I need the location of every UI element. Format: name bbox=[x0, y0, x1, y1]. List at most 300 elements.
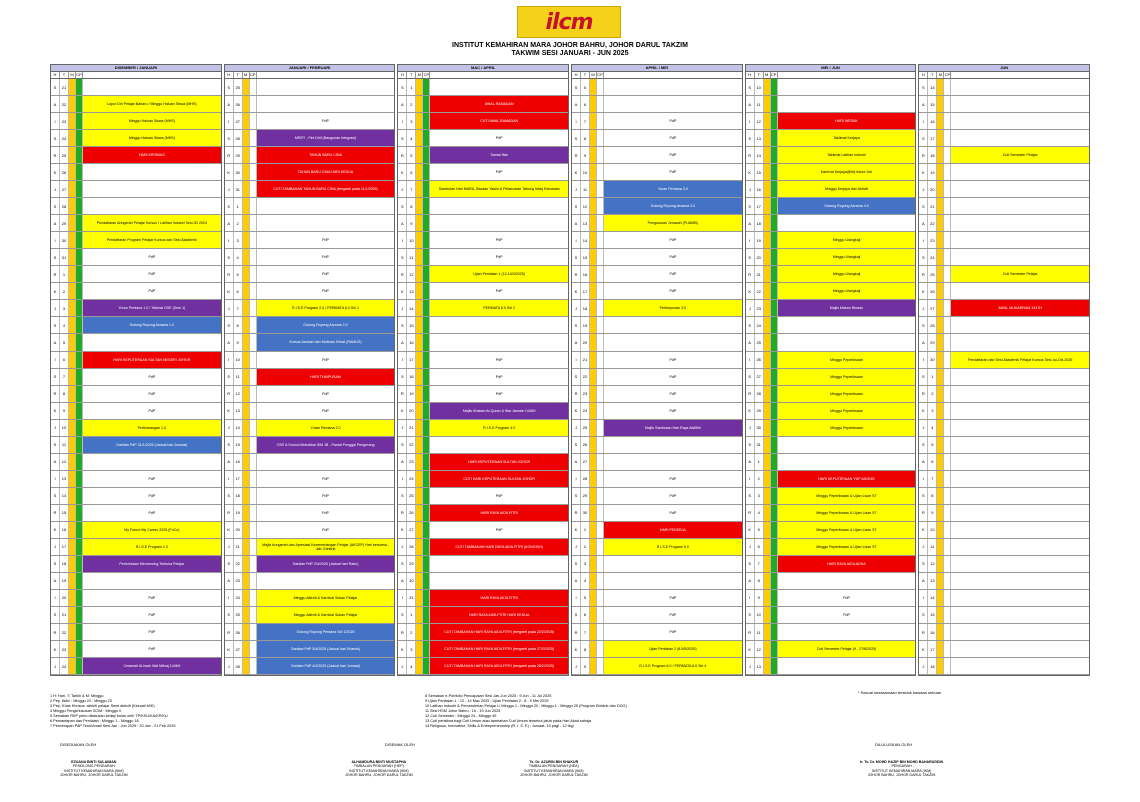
cp-cell bbox=[771, 181, 778, 197]
cp-cell bbox=[423, 488, 430, 504]
day-letter: A bbox=[51, 334, 60, 350]
cp-cell bbox=[597, 232, 604, 248]
cp-cell bbox=[597, 334, 604, 350]
column-header-spacer bbox=[604, 72, 742, 78]
event-cell: PdP bbox=[148, 391, 156, 396]
week-cell bbox=[243, 573, 250, 589]
cp-cell bbox=[597, 352, 604, 368]
cp-cell bbox=[76, 624, 83, 640]
cp-cell bbox=[771, 641, 778, 657]
day-letter: I bbox=[919, 471, 928, 487]
cp-cell bbox=[597, 590, 604, 606]
cp-cell bbox=[250, 181, 257, 197]
event-cell: Kursus Asuhan dan Motivasi Sebat (RAMUS) bbox=[257, 334, 395, 350]
cp-cell bbox=[423, 130, 430, 146]
day-number: 17 bbox=[581, 283, 590, 299]
cp-cell bbox=[250, 300, 257, 316]
day-row bbox=[225, 641, 395, 658]
week-cell bbox=[937, 352, 944, 368]
day-number: 13 bbox=[60, 471, 69, 487]
day-letter: I bbox=[51, 590, 60, 606]
day-number: 27 bbox=[581, 454, 590, 470]
column-header-spacer bbox=[951, 72, 1089, 78]
day-letter: A bbox=[919, 454, 928, 470]
event-cell bbox=[430, 556, 568, 572]
cp-cell bbox=[597, 454, 604, 470]
day-number: 6 bbox=[407, 164, 416, 180]
day-rows bbox=[746, 79, 916, 675]
day-letter: S bbox=[51, 317, 60, 333]
week-cell bbox=[764, 607, 771, 623]
day-letter: S bbox=[51, 79, 60, 95]
day-number: 15 bbox=[755, 164, 764, 180]
day-number: 14 bbox=[928, 590, 937, 606]
day-number: 24 bbox=[234, 590, 243, 606]
day-row bbox=[51, 164, 221, 181]
day-letter: S bbox=[225, 130, 234, 146]
day-letter: K bbox=[225, 403, 234, 419]
day-row bbox=[746, 130, 916, 147]
cp-cell bbox=[771, 232, 778, 248]
event-cell: Pendaftaran Program Pelajar Kursus dan Sesi Akademik bbox=[83, 232, 221, 248]
week-cell bbox=[69, 96, 76, 112]
day-letter: S bbox=[746, 317, 755, 333]
cp-cell bbox=[423, 590, 430, 606]
day-row bbox=[919, 147, 1089, 164]
day-letter: I bbox=[572, 352, 581, 368]
cp-cell bbox=[76, 96, 83, 112]
day-number: 23 bbox=[928, 232, 937, 248]
cp-cell bbox=[944, 181, 951, 197]
day-letter: A bbox=[572, 96, 581, 112]
day-number: 8 bbox=[581, 641, 590, 657]
week-cell bbox=[69, 607, 76, 623]
week-cell bbox=[416, 334, 423, 350]
week-cell bbox=[416, 403, 423, 419]
day-number: 25 bbox=[60, 147, 69, 163]
event-cell: PdP bbox=[148, 255, 156, 260]
day-row bbox=[51, 403, 221, 420]
day-number: 22 bbox=[755, 283, 764, 299]
day-row bbox=[398, 266, 568, 283]
week-cell bbox=[243, 300, 250, 316]
cp-cell bbox=[771, 607, 778, 623]
day-letter: A bbox=[746, 96, 755, 112]
day-row bbox=[51, 658, 221, 675]
column-header-row bbox=[51, 72, 221, 79]
cp-cell bbox=[250, 334, 257, 350]
day-letter: A bbox=[572, 215, 581, 231]
event-cell: PdP bbox=[495, 493, 503, 498]
note-line: 8 Semakan e-Portfolio Pencapaian Sesi Jan-Jun 2025 : 9 Jun - 11 Jul 2025 bbox=[425, 694, 552, 698]
day-letter: A bbox=[225, 573, 234, 589]
event-cell: PdP bbox=[148, 408, 156, 413]
day-number: 3 bbox=[407, 113, 416, 129]
day-letter: J bbox=[398, 181, 407, 197]
cp-cell bbox=[76, 198, 83, 214]
day-letter: K bbox=[919, 641, 928, 657]
day-number: 5 bbox=[581, 79, 590, 95]
day-number: 23 bbox=[60, 113, 69, 129]
day-row bbox=[225, 79, 395, 96]
cp-cell bbox=[423, 522, 430, 538]
event-cell bbox=[951, 130, 1089, 146]
day-letter: R bbox=[51, 386, 60, 402]
day-letter: I bbox=[51, 352, 60, 368]
cp-cell bbox=[597, 249, 604, 265]
week-cell bbox=[416, 130, 423, 146]
day-row bbox=[919, 215, 1089, 232]
day-letter: A bbox=[51, 454, 60, 470]
week-cell bbox=[937, 590, 944, 606]
cp-cell bbox=[944, 130, 951, 146]
day-number: 5 bbox=[755, 522, 764, 538]
day-letter: K bbox=[398, 403, 407, 419]
cp-cell bbox=[944, 488, 951, 504]
day-letter: A bbox=[746, 215, 755, 231]
day-number: 29 bbox=[581, 488, 590, 504]
day-row bbox=[225, 300, 395, 317]
day-row bbox=[225, 386, 395, 403]
day-letter: S bbox=[51, 369, 60, 385]
day-letter: K bbox=[572, 403, 581, 419]
day-number: 18 bbox=[581, 300, 590, 316]
event-cell bbox=[951, 641, 1089, 657]
day-number: 26 bbox=[60, 164, 69, 180]
event-cell bbox=[951, 522, 1089, 538]
cp-cell bbox=[944, 590, 951, 606]
day-letter: R bbox=[398, 386, 407, 402]
week-cell bbox=[243, 403, 250, 419]
event-cell: PdP bbox=[495, 170, 503, 175]
day-row bbox=[572, 641, 742, 658]
day-letter: R bbox=[746, 386, 755, 402]
day-letter: R bbox=[51, 266, 60, 282]
week-cell bbox=[69, 488, 76, 504]
month-column bbox=[918, 64, 1090, 676]
week-cell bbox=[243, 147, 250, 163]
event-cell bbox=[778, 624, 916, 640]
event-cell: Minggu Ulangkaji bbox=[778, 283, 916, 299]
cp-cell bbox=[771, 147, 778, 163]
day-row bbox=[746, 232, 916, 249]
remark-note: * Sesuai sesasamaan tersiduk bawaan sebuan bbox=[858, 690, 942, 695]
day-number: 20 bbox=[234, 522, 243, 538]
day-number: 18 bbox=[60, 556, 69, 572]
day-letter: R bbox=[398, 266, 407, 282]
week-cell bbox=[764, 403, 771, 419]
week-cell bbox=[764, 249, 771, 265]
week-cell bbox=[937, 386, 944, 402]
day-letter: S bbox=[919, 488, 928, 504]
day-row bbox=[398, 420, 568, 437]
event-cell: PdP bbox=[322, 289, 329, 294]
day-row bbox=[398, 471, 568, 488]
day-row bbox=[51, 198, 221, 215]
day-number: 5 bbox=[407, 147, 416, 163]
week-cell bbox=[590, 317, 597, 333]
day-row bbox=[398, 573, 568, 590]
week-cell bbox=[764, 300, 771, 316]
day-row bbox=[572, 283, 742, 300]
day-number: 16 bbox=[60, 522, 69, 538]
day-number: 15 bbox=[60, 505, 69, 521]
day-row bbox=[51, 249, 221, 266]
day-row bbox=[572, 471, 742, 488]
day-row bbox=[572, 249, 742, 266]
week-cell bbox=[764, 556, 771, 572]
day-letter: I bbox=[919, 113, 928, 129]
cp-cell bbox=[771, 437, 778, 453]
cp-cell bbox=[597, 403, 604, 419]
cp-cell bbox=[597, 386, 604, 402]
cp-cell bbox=[944, 522, 951, 538]
cp-cell bbox=[250, 79, 257, 95]
cp-cell bbox=[597, 198, 604, 214]
cp-cell bbox=[597, 79, 604, 95]
cp-cell bbox=[76, 352, 83, 368]
week-cell bbox=[590, 590, 597, 606]
week-cell bbox=[590, 334, 597, 350]
week-cell bbox=[590, 147, 597, 163]
day-letter: J bbox=[225, 658, 234, 674]
note-line: 11 Sesi HSM Johor Bahru : 16 - 19 Jun 2025 bbox=[425, 709, 501, 713]
cp-cell bbox=[423, 79, 430, 95]
day-number: 25 bbox=[234, 79, 243, 95]
day-row bbox=[572, 317, 742, 334]
day-number: 7 bbox=[60, 369, 69, 385]
day-number: 21 bbox=[234, 539, 243, 555]
event-cell bbox=[430, 334, 568, 350]
day-letter: A bbox=[225, 454, 234, 470]
day-row bbox=[746, 352, 916, 369]
week-cell bbox=[416, 556, 423, 572]
day-number: 21 bbox=[581, 352, 590, 368]
day-letter: R bbox=[225, 386, 234, 402]
event-cell: R.I.S.E Program 1.0 bbox=[83, 539, 221, 555]
day-row bbox=[398, 454, 568, 471]
week-cell bbox=[764, 658, 771, 674]
day-number: 24 bbox=[755, 317, 764, 333]
day-row bbox=[51, 232, 221, 249]
week-cell bbox=[243, 556, 250, 572]
month-header: JUN bbox=[919, 65, 1089, 72]
cp-cell bbox=[423, 266, 430, 282]
event-cell: PdP bbox=[669, 357, 677, 362]
day-letter: I bbox=[572, 471, 581, 487]
week-cell bbox=[590, 352, 597, 368]
event-cell: Pertimpunan 3.0 bbox=[604, 300, 742, 316]
day-row bbox=[572, 300, 742, 317]
day-letter: J bbox=[746, 658, 755, 674]
month-header: JANUARI / FEBRUARI bbox=[225, 65, 395, 72]
day-rows bbox=[51, 79, 221, 675]
day-letter: S bbox=[746, 607, 755, 623]
event-cell bbox=[604, 96, 742, 112]
week-cell bbox=[937, 283, 944, 299]
cp-cell bbox=[944, 420, 951, 436]
event-cell bbox=[951, 420, 1089, 436]
day-number: 12 bbox=[755, 113, 764, 129]
cp-cell bbox=[250, 369, 257, 385]
cp-cell bbox=[423, 334, 430, 350]
day-row bbox=[919, 249, 1089, 266]
week-cell bbox=[416, 522, 423, 538]
cp-cell bbox=[250, 352, 257, 368]
day-number: 27 bbox=[60, 181, 69, 197]
cp-cell bbox=[771, 96, 778, 112]
day-letter: S bbox=[919, 249, 928, 265]
day-letter: I bbox=[746, 232, 755, 248]
note-line: 6 Pemantapan dan Penilaian : Minggu 1 - Minggu 18 bbox=[50, 719, 139, 723]
day-number: 13 bbox=[234, 403, 243, 419]
day-number: 17 bbox=[60, 539, 69, 555]
day-row bbox=[919, 607, 1089, 624]
day-letter: S bbox=[572, 249, 581, 265]
day-letter: K bbox=[225, 283, 234, 299]
cp-cell bbox=[771, 79, 778, 95]
day-row bbox=[919, 266, 1089, 283]
cp-cell bbox=[771, 522, 778, 538]
day-number: 12 bbox=[755, 641, 764, 657]
day-row bbox=[225, 215, 395, 232]
day-letter: I bbox=[51, 471, 60, 487]
day-row bbox=[51, 641, 221, 658]
cp-cell bbox=[423, 437, 430, 453]
week-cell bbox=[937, 232, 944, 248]
day-number: 24 bbox=[407, 471, 416, 487]
event-cell: HARI KRISMAS bbox=[83, 147, 221, 163]
day-number: 16 bbox=[407, 334, 416, 350]
day-row bbox=[51, 181, 221, 198]
day-number: 30 bbox=[755, 420, 764, 436]
day-row bbox=[51, 147, 221, 164]
day-row bbox=[746, 658, 916, 675]
event-cell bbox=[951, 164, 1089, 180]
day-number: 23 bbox=[60, 641, 69, 657]
column-header-row bbox=[398, 72, 568, 79]
event-cell bbox=[778, 215, 916, 231]
column-header-h: H bbox=[919, 72, 928, 78]
day-number: 2 bbox=[407, 624, 416, 640]
day-letter: I bbox=[398, 352, 407, 368]
day-row bbox=[746, 369, 916, 386]
day-row bbox=[746, 317, 916, 334]
day-rows bbox=[225, 79, 395, 675]
day-row bbox=[225, 437, 395, 454]
cp-cell bbox=[423, 147, 430, 163]
day-row bbox=[398, 147, 568, 164]
day-row bbox=[572, 505, 742, 522]
event-cell: Minggu Ulangkaji bbox=[778, 232, 916, 248]
day-row bbox=[51, 96, 221, 113]
week-cell bbox=[69, 164, 76, 180]
day-row bbox=[398, 232, 568, 249]
event-cell bbox=[778, 437, 916, 453]
day-row bbox=[51, 624, 221, 641]
week-cell bbox=[590, 471, 597, 487]
day-number: 22 bbox=[234, 556, 243, 572]
month-column bbox=[745, 64, 917, 676]
day-letter: A bbox=[51, 215, 60, 231]
day-number: 5 bbox=[234, 266, 243, 282]
column-header-cp: CP bbox=[770, 72, 777, 77]
cp-cell bbox=[250, 522, 257, 538]
day-letter: I bbox=[398, 113, 407, 129]
day-number: 1 bbox=[407, 79, 416, 95]
week-cell bbox=[764, 317, 771, 333]
day-letter: I bbox=[398, 471, 407, 487]
week-cell bbox=[243, 369, 250, 385]
day-letter: S bbox=[51, 249, 60, 265]
day-letter: R bbox=[572, 147, 581, 163]
event-cell bbox=[951, 96, 1089, 112]
event-cell bbox=[778, 454, 916, 470]
day-number: 27 bbox=[755, 369, 764, 385]
day-row bbox=[919, 556, 1089, 573]
column-header-t: T bbox=[755, 72, 764, 78]
day-row bbox=[746, 471, 916, 488]
day-row bbox=[51, 522, 221, 539]
week-cell bbox=[764, 471, 771, 487]
week-cell bbox=[590, 215, 597, 231]
day-number: 19 bbox=[407, 386, 416, 402]
day-row bbox=[919, 522, 1089, 539]
cp-cell bbox=[76, 420, 83, 436]
day-row bbox=[572, 232, 742, 249]
day-number: 5 bbox=[581, 590, 590, 606]
week-cell bbox=[243, 471, 250, 487]
cp-cell bbox=[771, 539, 778, 555]
day-letter: J bbox=[572, 420, 581, 436]
event-cell: Minggu Peperiksaan & Ujian Lisan ST bbox=[778, 522, 916, 538]
day-number: 30 bbox=[407, 573, 416, 589]
week-cell bbox=[69, 641, 76, 657]
event-cell bbox=[430, 198, 568, 214]
cp-cell bbox=[76, 522, 83, 538]
week-cell bbox=[590, 283, 597, 299]
event-cell bbox=[951, 113, 1089, 129]
week-cell bbox=[590, 624, 597, 640]
day-number: 21 bbox=[60, 607, 69, 623]
column-header-spacer bbox=[257, 72, 395, 78]
event-cell bbox=[604, 317, 742, 333]
event-cell: Majlis Khatam Al-Quran & Iftar Jamaie 1446H bbox=[430, 403, 568, 419]
day-number: 27 bbox=[234, 641, 243, 657]
day-number: 21 bbox=[407, 420, 416, 436]
day-letter: J bbox=[398, 658, 407, 674]
event-cell: PdP bbox=[669, 493, 677, 498]
day-number: 22 bbox=[407, 437, 416, 453]
week-cell bbox=[243, 590, 250, 606]
day-letter: S bbox=[919, 607, 928, 623]
day-letter: K bbox=[398, 641, 407, 657]
day-number: 17 bbox=[755, 198, 764, 214]
day-letter: S bbox=[225, 488, 234, 504]
cp-cell bbox=[76, 249, 83, 265]
day-letter: A bbox=[398, 573, 407, 589]
day-row bbox=[398, 352, 568, 369]
week-cell bbox=[69, 113, 76, 129]
day-number: 12 bbox=[581, 198, 590, 214]
day-number: 1 bbox=[928, 369, 937, 385]
day-row bbox=[572, 454, 742, 471]
day-row bbox=[398, 590, 568, 607]
day-row bbox=[919, 505, 1089, 522]
day-number: 10 bbox=[755, 607, 764, 623]
day-letter: S bbox=[746, 556, 755, 572]
cp-cell bbox=[250, 215, 257, 231]
